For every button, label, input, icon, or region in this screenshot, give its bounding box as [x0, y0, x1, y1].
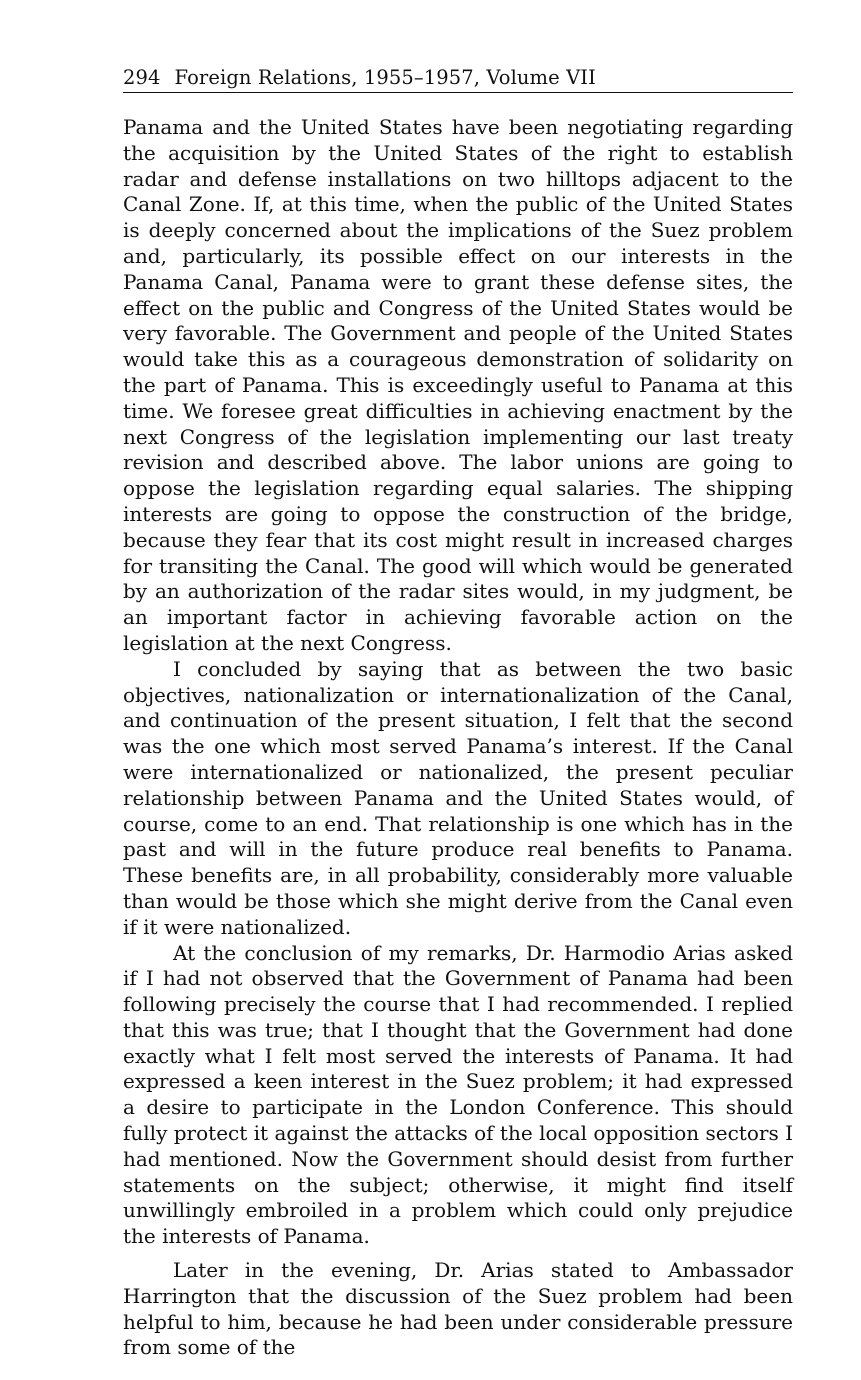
running-title: Foreign Relations, 1955–1957, Volume VII: [174, 66, 596, 89]
paragraph-4: Later in the evening, Dr. Arias stated to Ambassador Harrington that the discussion of the Suez problem had been helpful to him, because he had been under considerable pressure from some of the: [123, 1258, 793, 1360]
paragraph-2: I concluded by saying that as between the two basic objectives, nationalization or internationalization of the Canal, and continuation of the present situation, I felt that the second was the one which most served Panama’s interest. If the Canal were internationalized or nationalized, the present peculiar relationship between Panama and the United States would, of course, come to an end. That relationship is one which has in the past and will in the future produce real benefits to Panama. These benefits are, in all probability, considerably more valuable than would be those which she might derive from the Canal even if it were nationalized.: [123, 656, 793, 939]
paragraph-1: Panama and the United States have been negotiating regarding the acquisition by the United States of the right to establish radar and defense installations on two hilltops adjacent to the Canal Zone. If, at this time, when the public of the United States is deeply concerned about the implications of the Suez problem and, particularly, its possible effect on our interests in the Panama Canal, Panama were to grant these defense sites, the effect on the public and Congress of the United States would be very favorable. The Government and people of the United States would take this as a courageous demonstration of solidarity on the part of Panama. This is exceedingly useful to Panama at this time. We foresee great difficulties in achieving enactment by the next Congress of the legislation implementing our last treaty revision and described above. The labor unions are going to oppose the legislation regarding equal salaries. The shipping interests are going to oppose the construction of the bridge, because they fear that its cost might result in increased charges for transiting the Canal. The good will which would be generated by an authorization of the radar sites would, in my judgment, be an important factor in achieving favorable action on the legislation at the next Congress.: [123, 115, 793, 655]
paragraph-3: At the conclusion of my remarks, Dr. Harmodio Arias asked if I had not observed that the Government of Panama had been following precisely the course that I had recommended. I replied that this was true; that I thought that the Government had done exactly what I felt most served the interests of Panama. It had expressed a keen interest in the Suez problem; it had expressed a desire to participate in the London Conference. This should fully protect it against the attacks of the local opposition sectors I had mentioned. Now the Government should desist from further statements on the subject; otherwise, it might find itself unwillingly embroiled in a problem which could only prejudice the interests of Panama.: [123, 940, 793, 1249]
page-number: 294: [123, 66, 161, 89]
body-text: [123, 115, 793, 1361]
running-head: [123, 66, 793, 93]
